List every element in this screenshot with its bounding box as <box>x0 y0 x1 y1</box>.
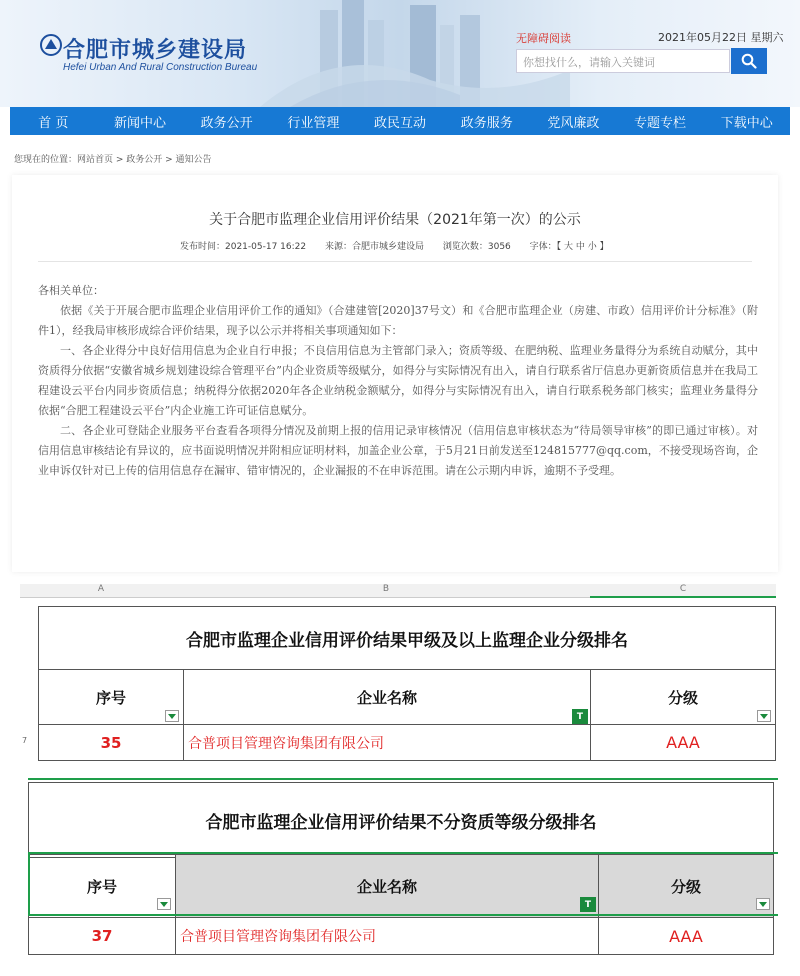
article-meta <box>180 239 625 252</box>
ranking-sheet-all-grades <box>20 778 780 968</box>
cell-grade: AAA <box>590 724 776 761</box>
nav-item-industry-management[interactable]: 行业管理 <box>287 115 340 131</box>
dropdown-arrow-icon[interactable] <box>157 898 171 910</box>
filter-icon[interactable]: T <box>572 709 588 724</box>
cell-company-name: 合普项目管理咨询集团有限公司 <box>175 917 599 955</box>
selection-border <box>28 914 778 916</box>
column-header-a: A <box>20 584 182 598</box>
header-label: 企业名称 <box>356 877 417 896</box>
header-cell-company <box>183 669 591 725</box>
nav-item-news[interactable]: 新闻中心 <box>114 115 167 131</box>
current-date: 2021年05月22日 星期六 <box>658 31 784 44</box>
cell-grade: AAA <box>598 917 774 955</box>
divider <box>38 261 752 262</box>
nav-item-interaction[interactable]: 政民互动 <box>374 115 427 131</box>
nav-item-special-topics[interactable]: 专题专栏 <box>634 115 687 131</box>
header-cell-index <box>38 669 184 725</box>
search-button[interactable] <box>731 48 767 74</box>
header-label: 序号 <box>95 688 126 707</box>
nav-item-home[interactable]: 首 页 <box>38 115 69 131</box>
accessibility-link[interactable]: 无障碍阅读 <box>516 32 571 45</box>
header-cell-grade <box>590 669 776 725</box>
article-source: 来源：合肥市城乡建设局 <box>324 242 424 252</box>
breadcrumb[interactable]: 您现在的位置：网站首页 > 政务公开 > 通知公告 <box>14 155 212 165</box>
dropdown-arrow-icon[interactable] <box>757 710 771 722</box>
header-label: 分级 <box>670 877 701 896</box>
selection-border <box>28 778 778 780</box>
header-label: 序号 <box>86 877 117 896</box>
sheet-title: 合肥市监理企业信用评价结果甲级及以上监理企业分级排名 <box>38 606 776 670</box>
nav-item-services[interactable]: 政务服务 <box>460 115 513 131</box>
column-header-b: B <box>182 584 590 598</box>
view-count: 浏览次数：3056 <box>442 242 511 252</box>
search-icon <box>741 53 757 69</box>
logo-emblem-icon <box>40 34 62 56</box>
header-label: 企业名称 <box>356 688 417 707</box>
sheet-title: 合肥市监理企业信用评价结果不分资质等级分级排名 <box>28 782 774 858</box>
selection-border <box>28 852 778 854</box>
cell-index: 35 <box>38 724 184 761</box>
cell-company-name: 合普项目管理咨询集团有限公司 <box>183 724 591 761</box>
salutation: 各相关单位： <box>38 284 104 297</box>
header-label: 分级 <box>667 688 698 707</box>
search-input[interactable]: 你想找什么，请输入关键词 <box>516 49 730 73</box>
header-cell-company <box>175 854 599 918</box>
nav-item-party-integrity[interactable]: 党风廉政 <box>547 115 600 131</box>
paragraph-3: 二、各企业可登陆企业服务平台查看各项得分情况及前期上报的信用记录审核情况（信用信息审核状态为“待局领导审核”的即已通过审核）。对信用信息审核结论有异议的，应书面说明情况并附相应证明材料，加盖企业公章，于5月21日前发送至124815777@qq.com，不接受现场咨询，企业申诉仅针对已上传的信用信息存在漏审、错审情况的，企业漏报的不在申诉范围。请在公示期内申诉，逾期不予受理。 <box>38 424 758 477</box>
header-cell-index <box>28 854 176 918</box>
main-nav <box>10 107 790 135</box>
dropdown-arrow-icon[interactable] <box>165 710 179 722</box>
cell-index: 37 <box>28 917 176 955</box>
column-header-c: C <box>590 584 776 598</box>
paragraph-1: 依据《关于开展合肥市监理企业信用评价工作的通知》（合建建管[2020]37号文）和《合肥市监理企业（房建、市政）信用评价计分标准》（附件1），经我局审核形成综合评价结果，现予以公示并将相关事项通知如下： <box>38 304 758 337</box>
site-header <box>0 0 800 107</box>
site-logo-subtitle: Hefei Urban And Rural Construction Bureau <box>63 62 258 73</box>
filter-icon[interactable]: T <box>580 897 596 912</box>
article-title: 关于合肥市监理企业信用评价结果（2021年第一次）的公示 <box>209 212 581 228</box>
selection-border <box>28 852 30 916</box>
article-panel <box>12 175 778 572</box>
row-number: 7 <box>22 736 28 745</box>
nav-item-downloads[interactable]: 下载中心 <box>720 115 773 131</box>
nav-item-government-affairs[interactable]: 政务公开 <box>200 115 253 131</box>
paragraph-2: 一、各企业得分中良好信用信息为企业自行申报；不良信用信息为主管部门录入；资质等级、在肥纳税、监理业务量得分为系统自动赋分，其中资质得分依据“安徽省城乡规划建设综合管理平台”内企业资质等级赋分，如得分与实际情况有出入，请自行联系省厅信息办更新资质信息并在我局工程建设云平台内同步资质信息；纳税得分依据2020年各企业纳税金额赋分，如得分与实际情况有出入，请自行联系税务部门核实；监理业务量得分依据“合肥工程建设云平台”内企业施工许可证信息赋分。 <box>38 344 758 417</box>
dropdown-arrow-icon[interactable] <box>756 898 770 910</box>
article-body <box>38 281 758 481</box>
header-cell-grade <box>598 854 774 918</box>
ranking-sheet-grade-a <box>20 584 780 772</box>
publish-time: 发布时间：2021-05-17 16:22 <box>180 242 307 252</box>
site-logo-title[interactable]: 合肥市城乡建设局 <box>63 38 248 63</box>
font-size-selector[interactable]: 字体：【 大 中 小 】 <box>529 242 609 252</box>
